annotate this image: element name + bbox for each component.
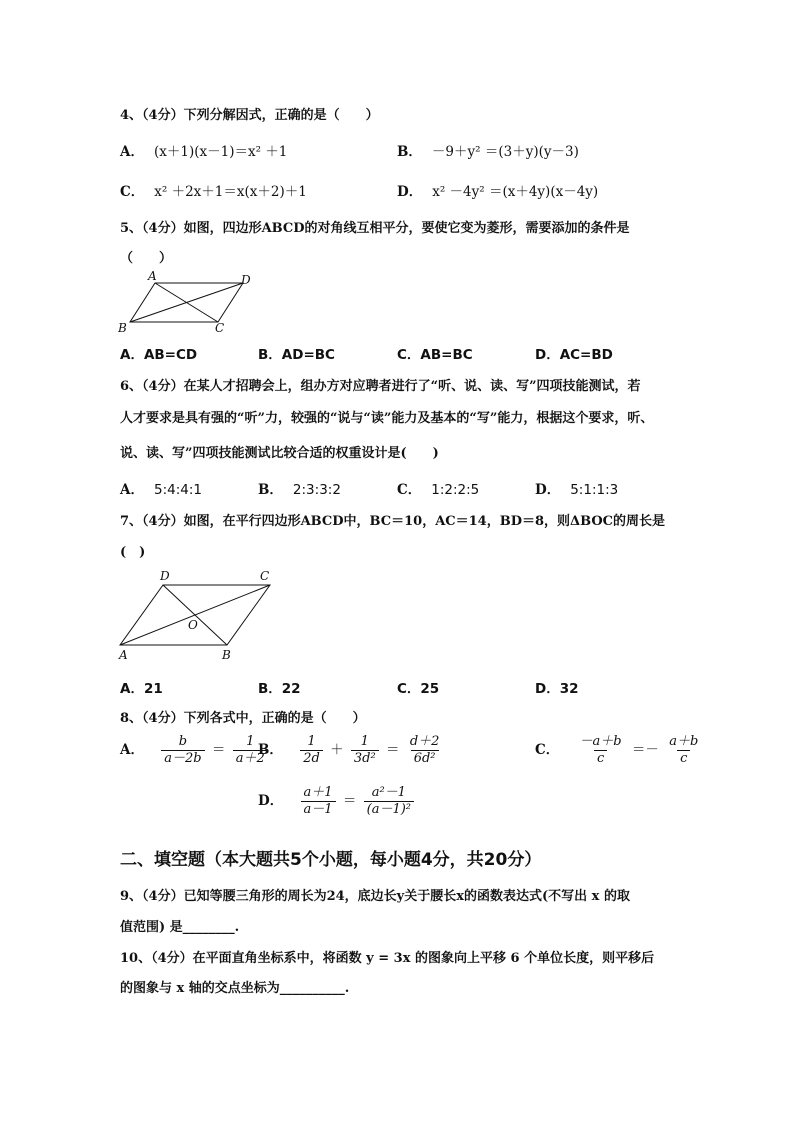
q6-option-c — [397, 478, 479, 498]
q7-label-a: A — [119, 648, 128, 662]
q4-b-label: B． — [397, 144, 422, 160]
q6-a-value: 5:4:4:1 — [153, 482, 202, 498]
q5-option-d: D．AC=BD — [535, 347, 613, 363]
q9-line-1: 9、（4分）已知等腰三角形的周长为24，底边长y关于腰长x的函数表达式(不写出 x 的取 — [120, 889, 630, 904]
q6-option-b — [258, 478, 341, 498]
q6-a-label: A． — [120, 482, 144, 498]
q4-option-c — [120, 180, 307, 200]
q5-label-b: B — [118, 321, 127, 335]
q6-option-d — [535, 478, 618, 498]
q8-option-a: A． $\frac{b}{a-2b}$ ＝ $\frac{1}{a+2}$ — [120, 734, 271, 767]
q5-diagonal-bd — [130, 283, 243, 322]
q8-c-frac-left: $\frac{-a+b}{c}$ — [579, 734, 622, 766]
q8-option-b: B． $\frac{1}{2d}$ ＋ $\frac{1}{\text{3d²}}$ ＝ $\frac{d+2}{\text{6d²}}$ — [258, 734, 445, 767]
q7-label-o: O — [188, 618, 198, 632]
q8-d-frac-left: $\frac{a+1}{a-1}$ — [301, 785, 336, 818]
q8-stem: 8、（4分）下列各式中，正确的是（ ） — [120, 711, 366, 726]
q7-option-a: A．21 — [120, 681, 163, 697]
q4-c-label: C． — [120, 184, 145, 200]
q5-label-a: A — [148, 269, 157, 283]
q6-d-value: 5:1:1:3 — [570, 482, 619, 498]
q8-option-c: C． $\frac{-a+b}{c}$ ＝－ $\frac{a+b}{c}$ — [535, 734, 704, 767]
q4-a-label: A． — [120, 144, 144, 160]
q6-line-3: 说、读、写”四项技能测试比较合适的权重设计是( ) — [120, 446, 439, 461]
q4-b-expr: －9＋y² ＝(3＋y)(y－3) — [431, 144, 579, 160]
q6-line-1: 6、（4分）在某人才招聘会上，组办方对应聘者进行了“听、说、读、写”四项技能测试，若 — [120, 379, 641, 394]
q7-option-b: B．22 — [258, 681, 301, 697]
q4-c-expr: x² ＋2x＋1＝x(x＋2)＋1 — [154, 184, 307, 200]
q4-a-expr: (x＋1)(x－1)＝x² ＋1 — [153, 144, 288, 160]
q10-line-1: 10、（4分）在平面直角坐标系中，将函数 y = 3x 的图象向上平移 6 个单位长度，则平移后 — [120, 951, 655, 966]
q8-b-label: B． — [258, 742, 283, 758]
q5-option-c: C．AB=BC — [397, 347, 473, 363]
q6-b-label: B． — [258, 482, 283, 498]
section-2-title: 二、填空题（本大题共5个小题，每小题4分，共20分） — [120, 850, 542, 870]
q7-stem: 7、（4分）如图，在平行四边形ABCD中，BC＝10，AC＝14，BD＝8，则ΔBOC的周长是 — [120, 514, 666, 529]
q5-stem: 5、（4分）如图，四边形ABCD的对角线互相平分，要使它变为菱形，需要添加的条件是 — [120, 221, 630, 236]
q7-option-c: C．25 — [397, 681, 440, 697]
q5-label-d: D — [241, 273, 251, 287]
q7-label-b: B — [222, 648, 231, 662]
q4-option-d — [397, 180, 598, 200]
q8-a-frac-left: $\frac{b}{a-2b}$ — [161, 734, 204, 767]
q9-line-2: 值范围) 是________. — [120, 920, 240, 935]
q5-option-b: B．AD=BC — [258, 347, 335, 363]
q7-figure-parallelogram — [115, 565, 285, 665]
q4-option-a — [120, 140, 287, 160]
q7-stem-cont: ( ) — [120, 545, 146, 560]
q6-d-label: D． — [535, 482, 561, 498]
q8-c-frac-right: $\frac{a+b}{c}$ — [669, 734, 699, 766]
q4-stem: 4、（4分）下列分解因式，正确的是（ ） — [120, 108, 379, 123]
q5-label-c: C — [215, 321, 225, 335]
q6-line-2: 人才要求是具有强的“听”力，较强的“说与“读”能力及基本的“写”能力，根据这个要求，听、 — [120, 411, 654, 426]
q4-d-expr: x² －4y² ＝(x＋4y)(x－4y) — [432, 184, 599, 200]
q4-option-b — [397, 140, 579, 160]
q6-b-value: 2:3:3:2 — [292, 482, 341, 498]
q7-diagonal-bd — [163, 585, 227, 645]
q6-option-a — [120, 478, 202, 498]
q4-d-label: D． — [397, 184, 423, 200]
q5-stem-cont: （ ） — [120, 251, 173, 266]
q8-d-frac-right: $\frac{\text{a²－1}}{\text{(a－1)²}}$ — [364, 785, 414, 818]
q5-figure-parallelogram — [115, 270, 265, 338]
q6-c-label: C． — [397, 482, 422, 498]
q7-label-c: C — [260, 569, 270, 583]
q8-b-frac-2: $\frac{1}{\text{3d²}}$ — [351, 734, 379, 767]
q8-a-label: A． — [120, 742, 144, 758]
q7-label-d: D — [160, 569, 170, 583]
q10-line-2: 的图象与 x 轴的交点坐标为__________. — [120, 981, 350, 996]
q8-c-label: C． — [535, 742, 560, 758]
q8-d-label: D． — [258, 793, 284, 809]
q8-option-d: D． $\frac{a+1}{a-1}$ ＝ $\frac{\text{a²－1}}{\text{(a－1)²}}$ — [258, 785, 417, 818]
q8-a-frac-right: $\frac{1}{a+2}$ — [233, 734, 268, 767]
q8-b-frac-1: $\frac{1}{2d}$ — [300, 734, 323, 767]
q6-c-value: 1:2:2:5 — [431, 482, 480, 498]
q7-option-d: D．32 — [535, 681, 579, 697]
q5-option-a: A．AB=CD — [120, 347, 198, 363]
q8-b-frac-3: $\frac{d+2}{\text{6d²}}$ — [409, 734, 440, 766]
